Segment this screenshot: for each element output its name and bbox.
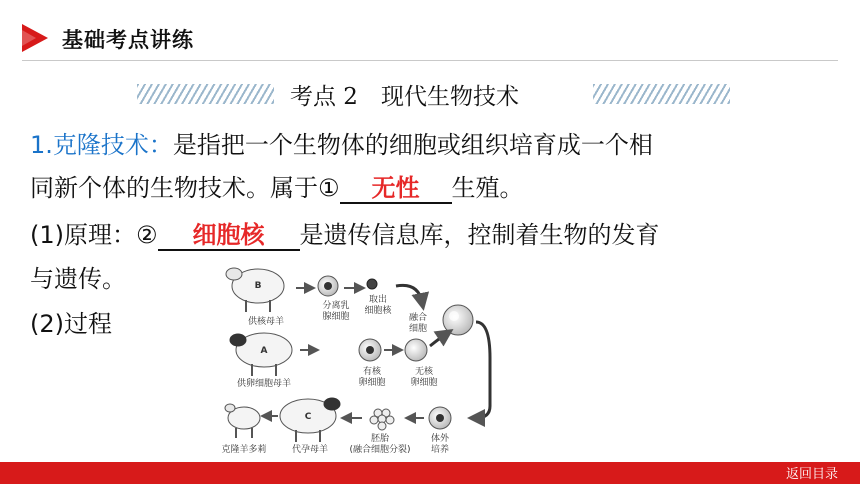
cloning-text2a: 同新个体的生物技术。属于① <box>30 174 340 202</box>
cloning-text1: 是指把一个生物体的细胞或组织培育成一个相 <box>172 131 653 159</box>
fuse-label-2: 细胞 <box>408 324 428 334</box>
mammary-cell-icon <box>318 276 338 296</box>
cultured-cell-icon <box>429 407 451 429</box>
culture-label-2: 培养 <box>430 445 450 455</box>
embryo-label-2: (融合细胞分裂) <box>349 445 411 455</box>
cloning-lead: 1.克隆技术： <box>30 131 173 159</box>
separate-label-1: 分离乳 <box>322 301 350 311</box>
process-heading: (2)过程 <box>30 310 112 338</box>
dolly-lamb-icon <box>225 404 260 438</box>
hatch-decoration-right <box>593 84 730 104</box>
answer-blank-1: 无性 <box>340 174 452 204</box>
principle-text: 是遗传信息库，控制着生物的发育 <box>299 221 660 249</box>
principle-line2: 与遗传。 <box>30 265 126 293</box>
cloning-definition-line2 <box>30 173 524 204</box>
separate-label-2: 腺细胞 <box>322 312 350 322</box>
nucleus-icon <box>367 279 377 289</box>
nucleated-label-1: 有核 <box>362 367 382 377</box>
sheep-b-letter: B <box>254 281 262 291</box>
culture-label-1: 体外 <box>430 434 450 444</box>
cloning-definition-line1 <box>30 130 653 160</box>
enucleated-label-1: 无核 <box>414 367 434 377</box>
enucleated-egg-icon <box>405 339 427 361</box>
sheep-a-letter: A <box>260 346 268 356</box>
surrogate-label: 代孕母羊 <box>291 445 329 455</box>
sheep-b-label: 供核母羊 <box>247 317 285 327</box>
principle-prefix: (1)原理：② <box>30 221 158 249</box>
fused-cell-icon <box>443 305 473 335</box>
header-divider <box>22 60 838 61</box>
sheep-c-letter: C <box>304 412 312 422</box>
embryo-icon <box>370 409 394 430</box>
dolly-label: 克隆羊多莉 <box>221 445 267 455</box>
answer-blank-2: 细胞核 <box>158 221 300 251</box>
back-to-contents-link[interactable]: 返回目录 <box>785 467 838 482</box>
extract-label-2: 细胞核 <box>364 306 392 316</box>
sheep-a-label: 供卵细胞母羊 <box>236 379 292 389</box>
cloning-text2b: 生殖。 <box>451 174 524 202</box>
principle-line1 <box>30 220 660 251</box>
hatch-decoration-left <box>137 84 274 104</box>
extract-label-1: 取出 <box>368 295 388 305</box>
footer-bar <box>0 462 860 484</box>
enucleated-label-2: 卵细胞 <box>410 378 438 388</box>
fuse-label-1: 融合 <box>408 313 428 323</box>
nucleated-egg-icon <box>359 339 381 361</box>
cloning-process-diagram <box>218 258 508 458</box>
play-arrow-icon <box>22 24 48 52</box>
section-title: 考点 2 现代生物技术 <box>290 84 519 110</box>
header-title: 基础考点讲练 <box>62 28 194 52</box>
embryo-label-1: 胚胎 <box>370 434 390 444</box>
nucleated-label-2: 卵细胞 <box>358 378 386 388</box>
